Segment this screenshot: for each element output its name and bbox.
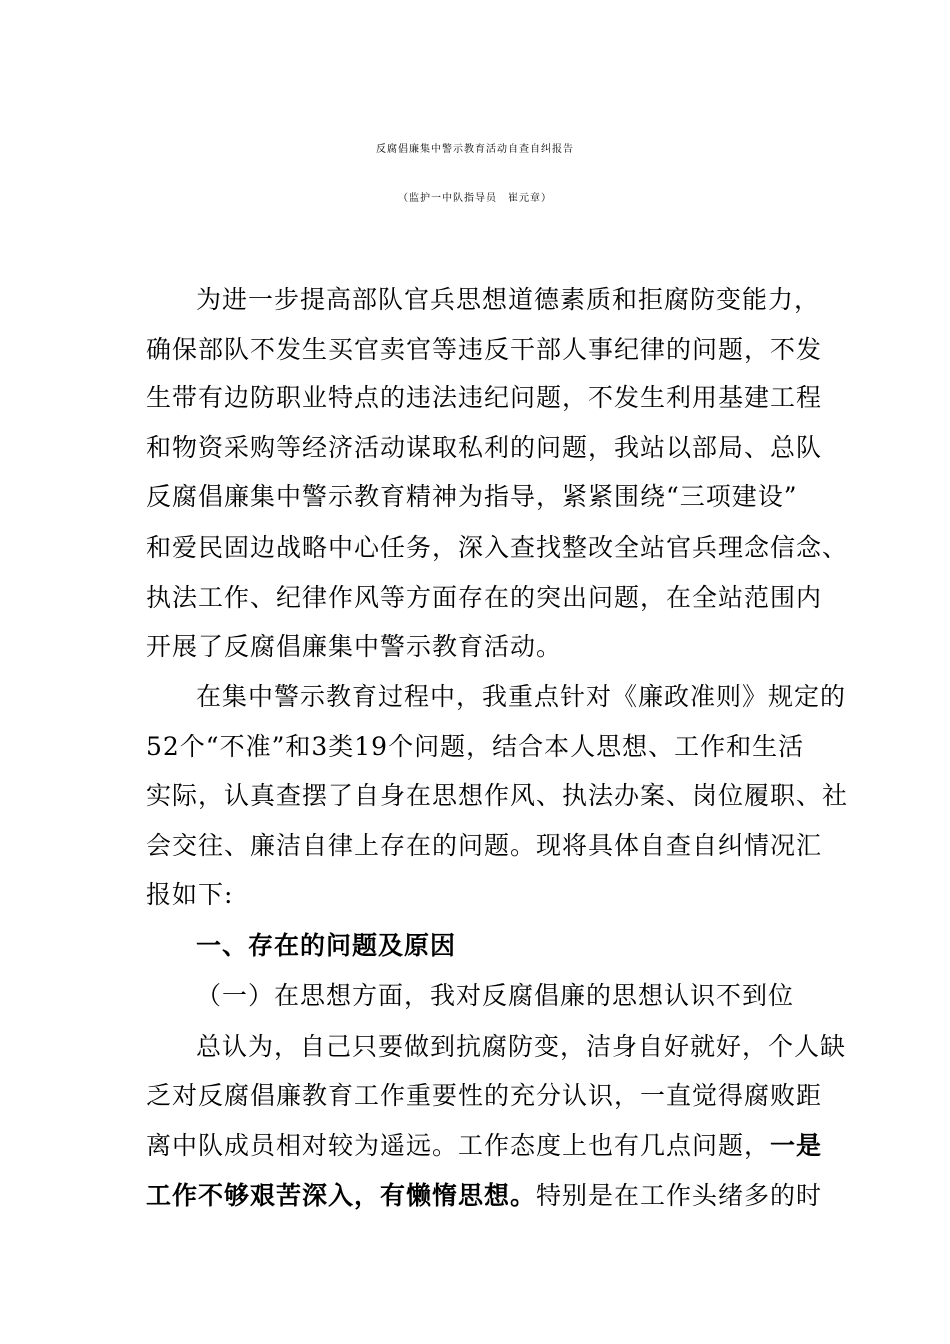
paragraph-line: 生带有边防职业特点的违法违纪问题，不发生利用基建工程 — [146, 383, 823, 412]
paragraph-line: 实际，认真查摆了自身在思想作风、执法办案、岗位履职、社 — [146, 781, 849, 810]
paragraph-line: 52个“不准”和3类19个问题，结合本人思想、工作和生活 — [146, 732, 805, 761]
paragraph-text: 特别是在工作头绪多的时 — [536, 1181, 823, 1210]
paragraph-line: 和物资采购等经济活动谋取私利的问题，我站以部局、总队 — [146, 433, 823, 462]
bold-emphasis: 工作不够艰苦深入，有懒惰思想。 — [146, 1181, 537, 1210]
paragraph-line: 反腐倡廉集中警示教育精神为指导，紧紧围绕“三项建设” — [146, 482, 798, 511]
paragraph-line: 和爱民固边战略中心任务，深入查找整改全站官兵理念信念、 — [146, 533, 849, 562]
paragraph-line: 乏对反腐倡廉教育工作重要性的充分认识，一直觉得腐败距 — [146, 1081, 823, 1110]
section-heading: 一、存在的问题及原因 — [196, 931, 457, 960]
bold-emphasis: 一是 — [770, 1131, 823, 1160]
subsection-heading: （一）在思想方面，我对反腐倡廉的思想认识不到位 — [196, 981, 795, 1010]
paragraph-line: 开展了反腐倡廉集中警示教育活动。 — [146, 632, 563, 661]
paragraph-line: 报如下: — [146, 880, 234, 909]
paragraph-line: 在集中警示教育过程中，我重点针对《廉政准则》规定的 — [196, 682, 847, 711]
paragraph-line: 确保部队不发生买官卖官等违反干部人事纪律的问题，不发 — [146, 335, 823, 364]
paragraph-line: 为进一步提高部队官兵思想道德素质和拒腐防变能力， — [196, 285, 821, 314]
paragraph-text: 离中队成员相对较为遥远。工作态度上也有几点问题， — [146, 1131, 771, 1160]
paragraph-line — [146, 1129, 822, 1163]
paragraph-line — [146, 1179, 822, 1213]
document-title: 反腐倡廉集中警示教育活动自查自纠报告 — [376, 144, 574, 155]
document-subtitle: （监护一中队指导员 崔元章） — [398, 193, 552, 204]
paragraph-line: 执法工作、纪律作风等方面存在的突出问题，在全站范围内 — [146, 583, 823, 612]
paragraph-line: 总认为，自己只要做到抗腐防变，洁身自好就好，个人缺 — [196, 1032, 847, 1061]
paragraph-line: 会交往、廉洁自律上存在的问题。现将具体自查自纠情况汇 — [146, 831, 823, 860]
